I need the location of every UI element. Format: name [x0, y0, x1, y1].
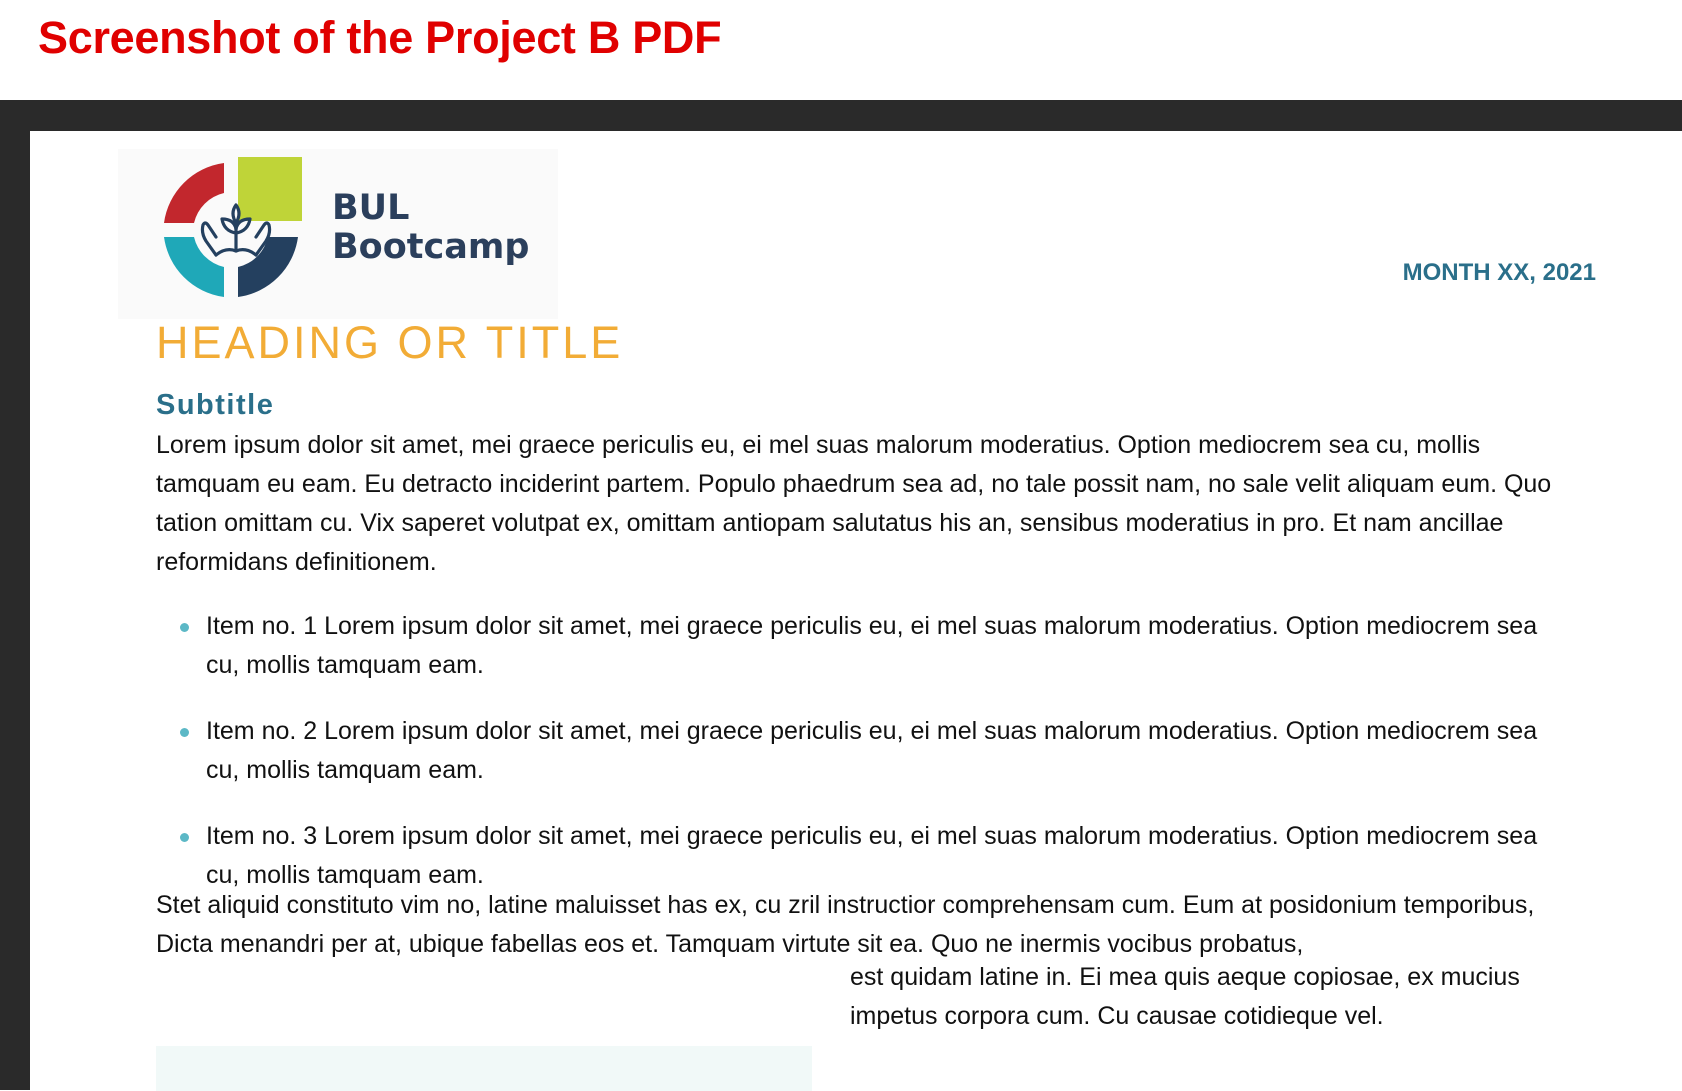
pdf-page [30, 131, 1682, 1091]
caption-title: Screenshot of the Project B PDF [38, 12, 722, 63]
list-item [156, 607, 1556, 685]
bullet-icon [180, 623, 189, 632]
paragraph-3: est quidam latine in. Ei mea quis aeque copiosae, ex mucius impetus corpora cum. Cu causae cotidieque vel. [850, 963, 1520, 1030]
brand-line-2: Bootcamp [332, 227, 530, 267]
bul-bootcamp-logo-icon [156, 155, 316, 315]
document-date: MONTH XX, 2021 [1402, 259, 1596, 286]
list-item-text: Item no. 1 Lorem ipsum dolor sit amet, mei graece periculis eu, ei mel suas malorum moderatius. Option mediocrem sea cu, mollis tamquam eam. [206, 612, 1538, 679]
document-heading: HEADING OR TITLE [156, 317, 624, 368]
bullet-icon [180, 833, 189, 842]
paragraph-2: Stet aliquid constituto vim no, latine maluisset has ex, cu zril instructior comprehensam cum. Eum at posidonium temporibus, Dicta menandri per at, ubique fabellas eos et. Tamquam virtute sit ea. Quo ne inermis vocibus probatus, [156, 891, 1535, 958]
list-item-text: Item no. 2 Lorem ipsum dolor sit amet, mei graece periculis eu, ei mel suas malorum moderatius. Option mediocrem sea cu, mollis tamquam eam. [206, 717, 1538, 784]
list-item [156, 817, 1556, 895]
bullet-list [156, 607, 1556, 922]
document-subtitle: Subtitle [156, 389, 275, 421]
brand-name [332, 189, 529, 267]
list-item [156, 712, 1556, 790]
list-item-text: Item no. 3 Lorem ipsum dolor sit amet, mei graece periculis eu, ei mel suas malorum moderatius. Option mediocrem sea cu, mollis tamquam eam. [206, 822, 1538, 889]
callout-box [156, 1046, 812, 1091]
pdf-viewer [0, 100, 1682, 1090]
bullet-icon [180, 728, 189, 737]
brand-line-1: BUL [332, 188, 410, 228]
logo [118, 149, 558, 319]
caption-bar [0, 0, 1682, 100]
paragraph-1: Lorem ipsum dolor sit amet, mei graece periculis eu, ei mel suas malorum moderatius. Option mediocrem sea cu, mollis tamquam eu eam. Eu detracto inciderint partem. Populo phaedrum sea ad, no tale possit nam, no sale velit aliquam eum. Quo tation omittam cu. Vix saperet volutpat ex, omittam antiopam salutatus his an, sensibus moderatius in pro. Et nam ancillae reformidans definitionem. [156, 431, 1552, 576]
